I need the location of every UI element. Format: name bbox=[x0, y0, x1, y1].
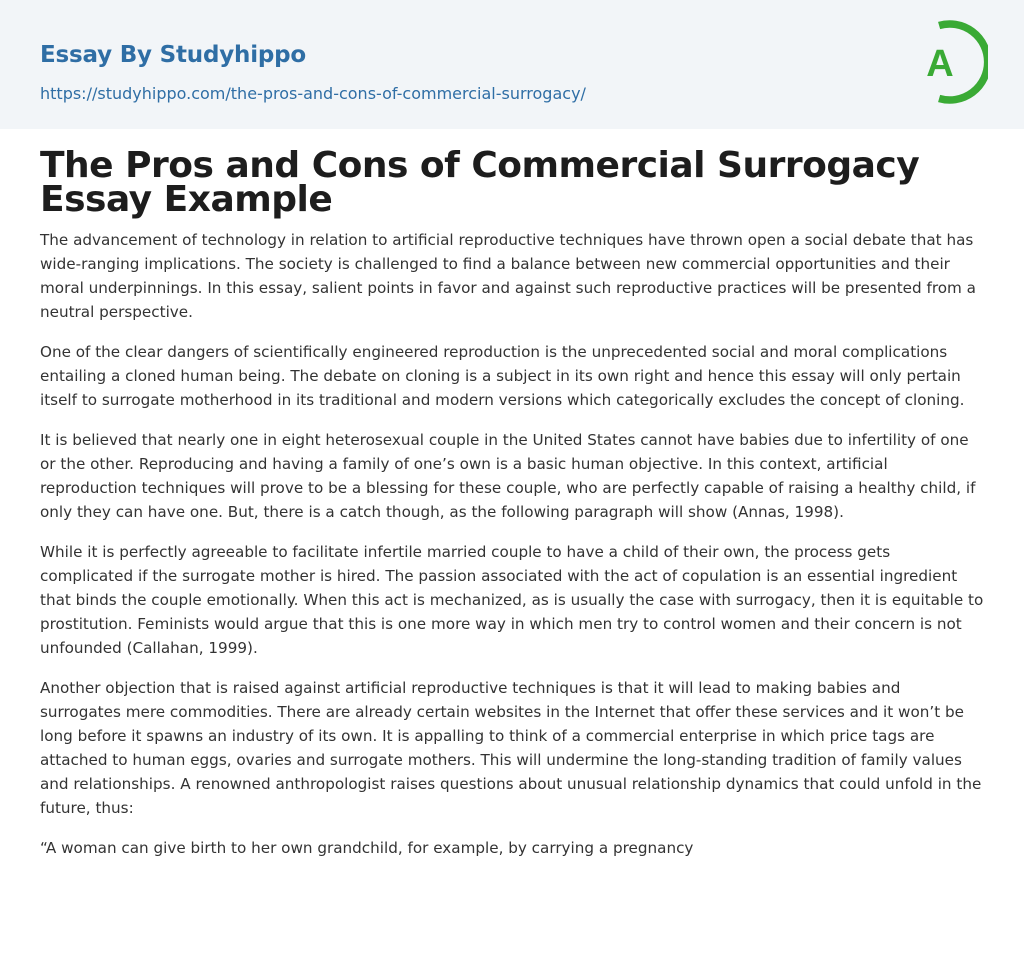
site-header bbox=[0, 0, 1024, 129]
article-title: The Pros and Cons of Commercial Surrogacy Essay Example bbox=[40, 145, 920, 220]
circle-a-logo-icon[interactable] bbox=[910, 18, 988, 106]
article-paragraph: The advancement of technology in relation to artificial reproductive techniques have thrown open a social debate that has wide-ranging implications. The society is challenged to find a balance between new commercial opportunities and their moral underpinnings. In this essay, salient points in favor and against such reproductive practices will be presented from a neutral perspective. bbox=[40, 231, 976, 321]
article-url-link[interactable]: https://studyhippo.com/the-pros-and-cons-of-commercial-surrogacy/ bbox=[40, 84, 586, 103]
article bbox=[0, 129, 1024, 860]
article-paragraph: It is believed that nearly one in eight heterosexual couple in the United States cannot have babies due to infertility of one or the other. Reproducing and having a family of one’s own is a basic human objective. In this context, artificial reproduction techniques will prove to be a blessing for these couple, who are perfectly capable of raising a healthy child, if only they can have one. But, there is a catch though, as the following paragraph will show (Annas, 1998). bbox=[40, 431, 976, 521]
logo-letter: A bbox=[926, 43, 954, 85]
article-paragraph: While it is perfectly agreeable to facilitate infertile married couple to have a child of their own, the process gets complicated if the surrogate mother is hired. The passion associated with the act of copulation is an essential ingredient that binds the couple emotionally. When this act is mechanized, as is usually the case with surrogacy, then it is equitable to prostitution. Feminists would argue that this is one more way in which men try to control women and their concern is not unfounded (Callahan, 1999). bbox=[40, 543, 984, 657]
article-paragraph: “A woman can give birth to her own grandchild, for example, by carrying a pregnancy bbox=[40, 839, 694, 857]
article-paragraph: Another objection that is raised against artificial reproductive techniques is that it will lead to making babies and surrogates mere commodities. There are already certain websites in the Internet that offer these services and it won’t be long before it spawns an industry of its own. It is appalling to think of a commercial enterprise in which price tags are attached to human eggs, ovaries and surrogate mothers. This will undermine the long-standing tradition of family values and relationships. A renowned anthropologist raises questions about unusual relationship dynamics that could unfold in the future, thus: bbox=[40, 679, 982, 817]
site-brand[interactable]: Essay By Studyhippo bbox=[40, 42, 307, 68]
article-paragraph: One of the clear dangers of scientifically engineered reproduction is the unprecedented social and moral complications entailing a cloned human being. The debate on cloning is a subject in its own right and hence this essay will only pertain itself to surrogate motherhood in its traditional and modern versions which categorically excludes the concept of cloning. bbox=[40, 343, 965, 409]
